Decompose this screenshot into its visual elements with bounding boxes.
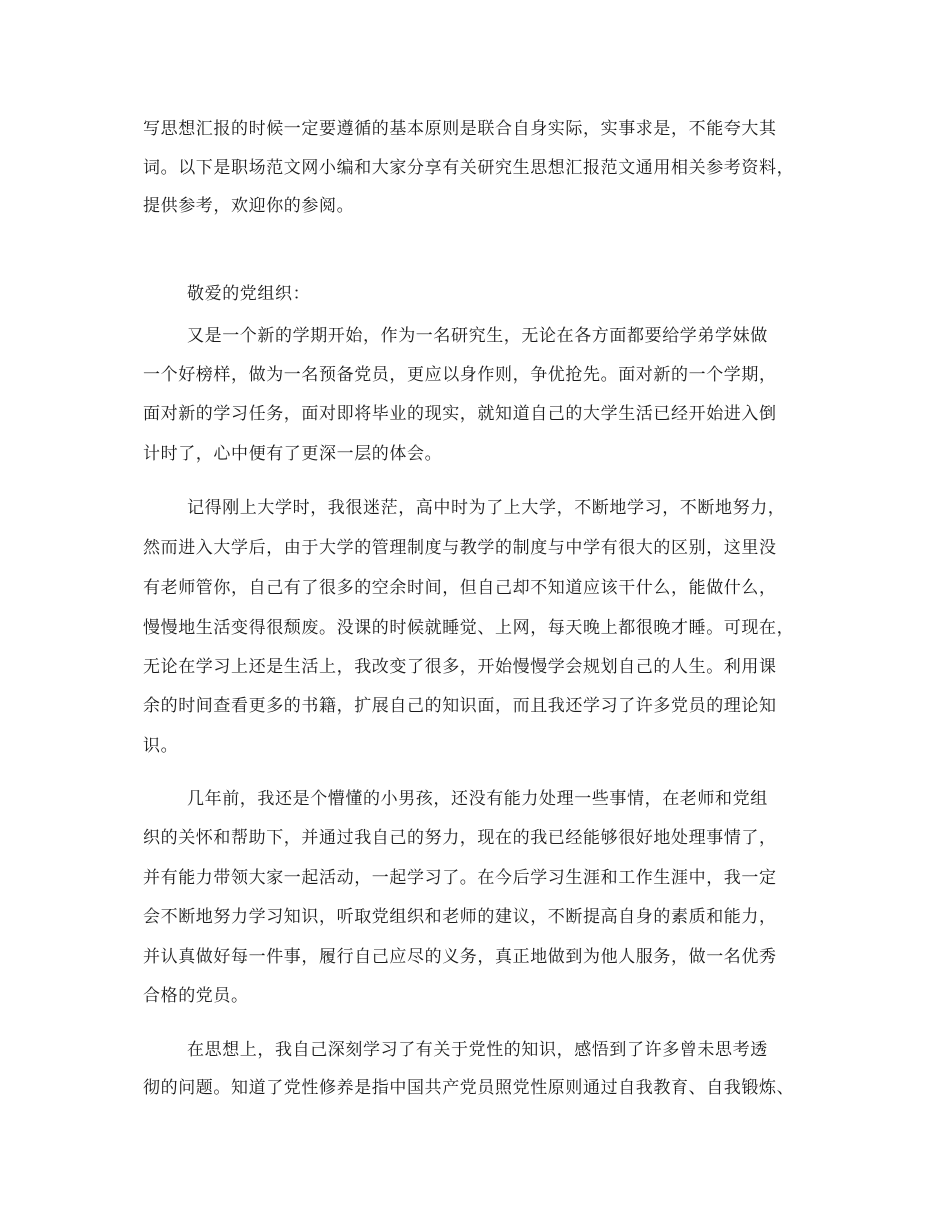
paragraph-line: 合格的党员。 [143, 986, 249, 1006]
paragraph-line: 计时了，心中便有了更深一层的体会。 [143, 444, 443, 464]
paragraph-line: 在思想上，我自己深刻学习了有关于党性的知识，感悟到了许多曾未思考透 [187, 1040, 768, 1060]
paragraph-line: 有老师管你，自己有了很多的空余时间，但自己却不知道应该干什么，能做什么， [143, 578, 777, 598]
intro-line: 提供参考，欢迎你的参阅。 [143, 196, 355, 216]
paragraph-line: 并认真做好每一件事，履行自己应尽的义务，真正地做到为他人服务，做一名优秀 [143, 947, 777, 967]
paragraph-line: 慢慢地生活变得很颓废。没课的时候就睡觉、上网，每天晚上都很晚才睡。可现在， [143, 618, 795, 638]
paragraph-line: 然而进入大学后，由于大学的管理制度与教学的制度与中学有很大的区别，这里没 [143, 538, 777, 558]
paragraph-line: 识。 [143, 736, 179, 756]
paragraph-line: 一个好榜样，做为一名预备党员，更应以身作则，争优抢先。面对新的一个学期， [143, 365, 777, 385]
paragraph-line: 织的关怀和帮助下，并通过我自己的努力，现在的我已经能够很好地处理事情了， [143, 828, 777, 848]
paragraph-line: 几年前，我还是个懵懂的小男孩，还没有能力处理一些事情，在老师和党组 [187, 789, 768, 809]
paragraph-line: 彻的问题。知道了党性修养是指中国共产党员照党性原则通过自我教育、自我锻炼、 [143, 1078, 795, 1098]
paragraph-line: 无论在学习上还是生活上，我改变了很多，开始慢慢学会规划自己的人生。利用课 [143, 657, 777, 677]
salutation: 敬爱的党组织： [187, 284, 311, 304]
paragraph-line: 记得刚上大学时，我很迷茫，高中时为了上大学，不断地学习，不断地努力， [187, 498, 786, 518]
intro-line: 写思想汇报的时候一定要遵循的基本原则是联合自身实际，实事求是，不能夸大其 [143, 119, 777, 139]
paragraph-line: 又是一个新的学期开始，作为一名研究生，无论在各方面都要给学弟学妹做 [187, 326, 768, 346]
paragraph-line: 并有能力带领大家一起活动，一起学习了。在今后学习生涯和工作生涯中，我一定 [143, 868, 777, 888]
paragraph-line: 会不断地努力学习知识，听取党组织和老师的建议，不断提高自身的素质和能力， [143, 907, 777, 927]
paragraph-line: 面对新的学习任务，面对即将毕业的现实，就知道自己的大学生活已经开始进入倒 [143, 404, 777, 424]
paragraph-line: 余的时间查看更多的书籍，扩展自己的知识面，而且我还学习了许多党员的理论知 [143, 696, 777, 716]
intro-line: 词。以下是职场范文网小编和大家分享有关研究生思想汇报范文通用相关参考资料， [143, 158, 795, 178]
